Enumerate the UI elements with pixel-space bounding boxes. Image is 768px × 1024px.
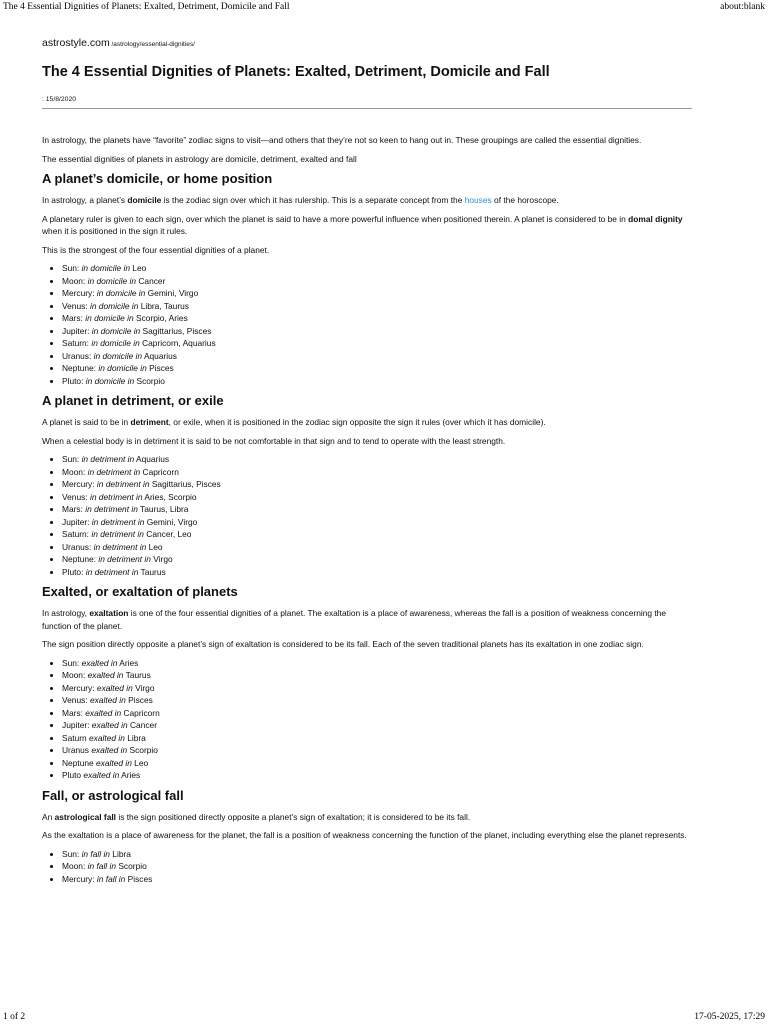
zodiac-signs: Pisces: [125, 695, 153, 705]
zodiac-signs: Virgo: [150, 554, 173, 564]
list-item: [62, 744, 692, 757]
list-item: [62, 707, 692, 720]
list-item: [62, 757, 692, 770]
section-heading-detriment: A planet in detriment, or exile: [42, 393, 224, 408]
zodiac-signs: Libra, Taurus: [138, 300, 189, 311]
planet-name: Pluto: [62, 770, 84, 780]
planet-name: Pluto:: [62, 566, 86, 577]
dignity-phrase: in domicile in: [87, 275, 137, 286]
zodiac-signs: Aries, Scorpio: [142, 491, 197, 502]
list-item: [62, 300, 692, 313]
zodiac-signs: Aquarius: [142, 350, 177, 361]
list-item: [62, 478, 692, 491]
planet-name: Moon:: [62, 861, 88, 871]
planet-name: Sun:: [62, 263, 82, 273]
dignity-phrase: in detriment in: [98, 554, 151, 564]
list-item: [62, 541, 692, 554]
dignity-phrase: in detriment in: [85, 504, 138, 514]
zodiac-signs: Scorpio, Aries: [133, 313, 188, 323]
dignity-phrase: exalted in: [89, 695, 126, 705]
exaltation-paragraph-1: In astrology, exaltation is one of the four essential dignities of a planet. The exaltation is a place of awareness, whereas the fall is a position of weakness concerning the function of the planet.: [42, 608, 666, 631]
list-item: [62, 275, 692, 288]
planet-name: Moon:: [62, 466, 88, 477]
fall-paragraph-1: An astrological fall is the sign positioned directly opposite a planet’s sign of exaltation; it is considered to be its fall.: [42, 811, 471, 822]
list-item: [62, 516, 692, 529]
print-header-title: The 4 Essential Dignities of Planets: Exalted, Detriment, Domicile and Fall: [3, 2, 290, 12]
domicile-list: [42, 262, 692, 387]
zodiac-signs: Cancer, Leo: [143, 529, 192, 539]
dignity-phrase: in fall in: [96, 873, 126, 884]
dignity-phrase: in detriment in: [96, 479, 150, 489]
zodiac-signs: Leo: [131, 757, 149, 768]
houses-link[interactable]: houses: [464, 195, 492, 205]
section-heading-exaltation: Exalted, or exaltation of planets: [42, 584, 238, 599]
dignity-phrase: in detriment in: [93, 541, 147, 552]
planet-name: Mercury:: [62, 873, 97, 884]
dignity-phrase: in detriment in: [91, 516, 145, 527]
list-item: [62, 503, 692, 516]
list-item: [62, 732, 692, 745]
planet-name: Uranus: [62, 745, 92, 755]
list-item: [62, 325, 692, 338]
print-timestamp: 17-05-2025, 17:29: [694, 1012, 765, 1022]
zodiac-signs: Cancer: [127, 720, 157, 730]
list-item: [62, 375, 692, 388]
dignity-phrase: exalted in: [85, 707, 122, 718]
planet-name: Pluto:: [62, 375, 86, 386]
list-item: [62, 566, 692, 579]
publish-date: : 15/8/2020: [42, 96, 77, 103]
zodiac-signs: Taurus, Libra: [137, 504, 189, 514]
section-heading-domicile: A planet’s domicile, or home position: [42, 171, 273, 186]
list-item: [62, 873, 692, 886]
planet-name: Mercury:: [62, 288, 97, 298]
zodiac-signs: Capricorn, Aquarius: [139, 338, 216, 348]
planet-name: Saturn: [62, 732, 90, 743]
planet-name: Sun:: [62, 454, 82, 464]
dignity-phrase: in domicile in: [98, 363, 147, 373]
list-item: [62, 682, 692, 695]
print-header: [0, 0, 768, 14]
planet-name: Sun:: [62, 848, 82, 859]
detriment-paragraph-1: A planet is said to be in detriment, or exile, when it is positioned in the zodiac sign opposite the sign it rules (over which it has domicile).: [42, 417, 546, 427]
list-item: [62, 453, 692, 466]
dignity-phrase: exalted in: [96, 682, 133, 693]
list-item: [62, 694, 692, 707]
dignity-phrase: in fall in: [87, 861, 117, 871]
list-item: [62, 769, 692, 782]
zodiac-signs: Aquarius: [134, 454, 170, 464]
domicile-paragraph-2: A planetary ruler is given to each sign, over which the planet is said to have a more powerful influence when positioned therein. A planet is considered to be in domal dignity when it is positioned in the sign it rules.: [42, 213, 683, 236]
list-item: [62, 350, 692, 363]
list-item: [62, 719, 692, 732]
planet-name: Saturn:: [62, 338, 92, 348]
zodiac-signs: Taurus: [138, 566, 166, 577]
domicile-paragraph-1: In astrology, a planet’s domicile is the zodiac sign over which it has rulership. This is a separate concept from the houses of the horoscope.: [42, 195, 559, 205]
detriment-paragraph-2: When a celestial body is in detriment it is said to be not comfortable in that sign and to tend to operate with the least strength.: [42, 435, 506, 446]
dignity-phrase: in domicile in: [89, 300, 139, 311]
list-item: [62, 466, 692, 479]
site-path: /astrology/essential-dignities/: [109, 41, 195, 48]
dignity-phrase: in domicile in: [81, 263, 130, 273]
dignity-phrase: exalted in: [91, 720, 128, 730]
planet-name: Uranus:: [62, 350, 94, 361]
zodiac-signs: Libra: [109, 848, 131, 859]
article: [42, 36, 692, 891]
dignity-phrase: in domicile in: [93, 350, 143, 361]
page-title: The 4 Essential Dignities of Planets: Exalted, Detriment, Domicile and Fall: [42, 64, 550, 80]
planet-name: Jupiter:: [62, 516, 92, 527]
list-item: [62, 860, 692, 873]
zodiac-signs: Aries: [119, 770, 141, 780]
planet-name: Uranus:: [62, 541, 94, 552]
section-heading-fall: Fall, or astrological fall: [42, 787, 184, 803]
dignity-phrase: in domicile in: [91, 338, 140, 348]
dignity-phrase: exalted in: [89, 732, 125, 743]
dignity-phrase: exalted in: [83, 770, 120, 780]
detriment-list: [42, 453, 692, 578]
list-item: [62, 669, 692, 682]
zodiac-signs: Libra: [124, 732, 146, 743]
zodiac-signs: Gemini, Virgo: [144, 516, 198, 527]
planet-name: Mercury:: [62, 479, 97, 489]
list-item: [62, 312, 692, 325]
zodiac-signs: Capricorn: [121, 707, 160, 718]
zodiac-signs: Sagittarius, Pisces: [149, 479, 221, 489]
planet-name: Mars:: [62, 707, 86, 718]
domicile-paragraph-3: This is the strongest of the four essential dignities of a planet.: [42, 244, 270, 255]
header-divider: [42, 108, 692, 109]
site-source: [42, 36, 692, 52]
planet-name: Mercury:: [62, 682, 97, 693]
zodiac-signs: Taurus: [123, 670, 151, 680]
zodiac-signs: Scorpio: [116, 861, 147, 871]
dignity-phrase: in fall in: [81, 848, 110, 859]
zodiac-signs: Cancer: [136, 275, 166, 286]
dignity-phrase: exalted in: [81, 657, 118, 668]
zodiac-signs: Capricorn: [140, 466, 179, 477]
planet-name: Saturn:: [62, 529, 92, 539]
print-footer: [0, 1010, 768, 1024]
list-item: [62, 337, 692, 350]
planet-name: Moon:: [62, 670, 88, 680]
zodiac-signs: Sagittarius, Pisces: [140, 325, 212, 336]
planet-name: Mars:: [62, 313, 86, 323]
planet-name: Sun:: [62, 657, 82, 668]
list-item: [62, 657, 692, 670]
planet-name: Neptune: [62, 757, 96, 768]
zodiac-signs: Leo: [129, 263, 147, 273]
intro-paragraph-1: In astrology, the planets have “favorite” zodiac signs to visit—and others that they’re not so keen to hang out in. These groupings are called the essential dignities.: [42, 135, 642, 145]
dignity-phrase: in domicile in: [85, 313, 134, 323]
zodiac-signs: Pisces: [125, 873, 153, 884]
list-item: [62, 262, 692, 275]
zodiac-signs: Scorpio: [134, 375, 165, 386]
zodiac-signs: Gemini, Virgo: [145, 288, 199, 298]
article-body: [42, 134, 692, 885]
planet-name: Jupiter:: [62, 720, 92, 730]
planet-name: Venus:: [62, 300, 90, 311]
zodiac-signs: Scorpio: [127, 745, 158, 755]
list-item: [62, 362, 692, 375]
site-domain: astrostyle.com: [42, 37, 110, 49]
zodiac-signs: Pisces: [146, 363, 174, 373]
planet-name: Venus:: [62, 491, 90, 502]
list-item: [62, 848, 692, 861]
dignity-phrase: in detriment in: [89, 491, 143, 502]
planet-name: Venus:: [62, 695, 90, 705]
zodiac-signs: Leo: [146, 541, 163, 552]
exaltation-list: [42, 657, 692, 782]
dignity-phrase: exalted in: [91, 745, 128, 755]
dignity-phrase: in domicile in: [85, 375, 135, 386]
dignity-phrase: in detriment in: [91, 529, 144, 539]
list-item: [62, 553, 692, 566]
planet-name: Neptune:: [62, 363, 99, 373]
planet-name: Moon:: [62, 275, 88, 286]
fall-list: [42, 848, 692, 886]
fall-paragraph-2: As the exaltation is a place of awareness for the planet, the fall is a position of weakness concerning the function of the planet, including everything else the planet represents.: [42, 830, 687, 840]
list-item: [62, 528, 692, 541]
planet-name: Mars:: [62, 504, 86, 514]
dignity-phrase: in domicile in: [91, 325, 141, 336]
dignity-phrase: in detriment in: [85, 566, 139, 577]
planet-name: Jupiter:: [62, 325, 92, 336]
intro-paragraph-2: The essential dignities of planets in astrology are domicile, detriment, exalted and fall: [42, 153, 357, 164]
zodiac-signs: Aries: [117, 657, 139, 668]
dignity-phrase: in detriment in: [81, 454, 135, 464]
page-counter: 1 of 2: [3, 1012, 26, 1022]
dignity-phrase: exalted in: [87, 670, 124, 680]
dignity-phrase: exalted in: [96, 757, 132, 768]
print-header-url: about:blank: [720, 2, 765, 12]
exaltation-paragraph-2: The sign position directly opposite a planet’s sign of exaltation is considered to be its fall. Each of the seven traditional planets has its exaltation in one zodiac sign.: [42, 639, 644, 649]
list-item: [62, 287, 692, 300]
dignity-phrase: in domicile in: [96, 288, 146, 298]
dignity-phrase: in detriment in: [87, 466, 141, 477]
planet-name: Neptune:: [62, 554, 99, 564]
zodiac-signs: Virgo: [132, 682, 155, 693]
list-item: [62, 491, 692, 504]
